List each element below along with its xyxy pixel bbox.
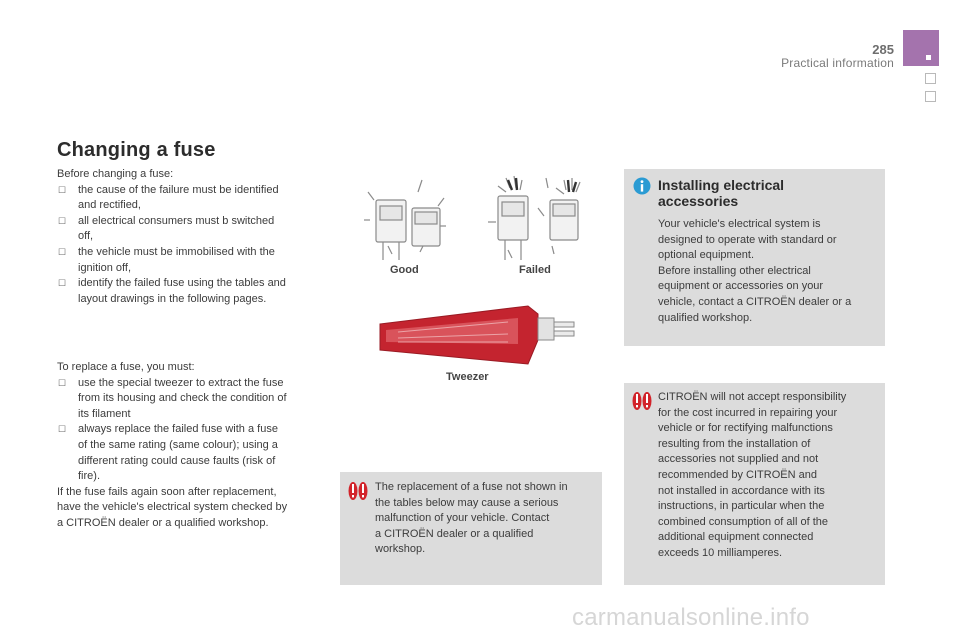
- before-intro: Before changing a fuse:: [57, 168, 174, 180]
- page-title: Changing a fuse: [57, 139, 216, 161]
- list-item: ☐ use the special tweezer to extract the fuse from its housing and check the condition of its filament: [58, 376, 287, 420]
- list-item: ☐ the cause of the failure must be identified and rectified,: [58, 183, 279, 212]
- responsibility-warning-text: CITROËN will not accept responsibility for the cost incurred in repairing your vehicle or for rectifying malfunctions resulting from the installation of accessories not supplied and not recommended by CITROËN and not installed in accordance with its instructions, in particular when the combined consumption of all of the additional equipment connected exceeds 10 milliamperes.: [658, 391, 847, 559]
- warning-icon: [347, 481, 369, 501]
- square-bullet-icon: ☐: [58, 246, 67, 257]
- chapter-tab-box-2[interactable]: [925, 91, 936, 102]
- list-item: ☐ always replace the failed fuse with a fuse of the same rating (same colour); using a different rating could cause faults (risk of fire).: [58, 423, 278, 483]
- chapter-tab[interactable]: [903, 30, 939, 66]
- square-bullet-icon: ☐: [58, 184, 67, 195]
- square-bullet-icon: ☐: [58, 278, 67, 289]
- good-fuse-caption: Good: [390, 264, 419, 276]
- list-item: ☐ identify the failed fuse using the tables and layout drawings in the following pages.: [58, 277, 286, 305]
- chapter-tab-marker: [926, 55, 931, 60]
- failed-fuse-caption: Failed: [519, 264, 551, 276]
- square-bullet-icon: ☐: [58, 377, 67, 388]
- square-bullet-icon: ☐: [58, 215, 67, 226]
- watermark: carmanualsonline.info: [572, 604, 810, 631]
- tweezer-caption: Tweezer: [446, 371, 489, 383]
- tweezer-illustration: [378, 304, 578, 368]
- before-changing-section: [57, 167, 327, 307]
- info-box-title: Installing electrical accessories: [658, 177, 785, 209]
- chapter-tab-box-1[interactable]: [925, 73, 936, 84]
- section-title: Practical information: [781, 56, 894, 70]
- fuse-illustration: [358, 160, 590, 280]
- replace-section: To replace a fuse, you must: ☐ use the special tweezer to extract the fuse from its housing and check the condition of its filament ☐ always replace the failed fuse with a fuse of the same rating (same colour); using a different rating could cause faults (risk of fire). If the fuse fails again soon after replacement, have the vehicle's electrical system checked by a CITROËN dealer or a qualified workshop.: [57, 360, 327, 532]
- info-box-text: Your vehicle's electrical system is designed to operate with standard or optional equipment. Before installing other electrical equipment or accessories on your vehicle, contact a CITROËN dealer or a qualified workshop.: [658, 218, 852, 324]
- square-bullet-icon: ☐: [58, 424, 67, 435]
- warning-icon: [631, 391, 653, 411]
- list-item: ☐ the vehicle must be immobilised with the ignition off,: [58, 245, 275, 274]
- info-icon: [633, 177, 651, 195]
- replace-intro: To replace a fuse, you must:: [57, 361, 195, 373]
- list-item: ☐ all electrical consumers must b switched off,: [58, 214, 275, 243]
- page-number: 285: [872, 42, 894, 57]
- fuse-warning-text: The replacement of a fuse not shown in the tables below may cause a serious malfunction of your vehicle. Contact a CITROËN dealer or a qualified workshop.: [375, 481, 568, 556]
